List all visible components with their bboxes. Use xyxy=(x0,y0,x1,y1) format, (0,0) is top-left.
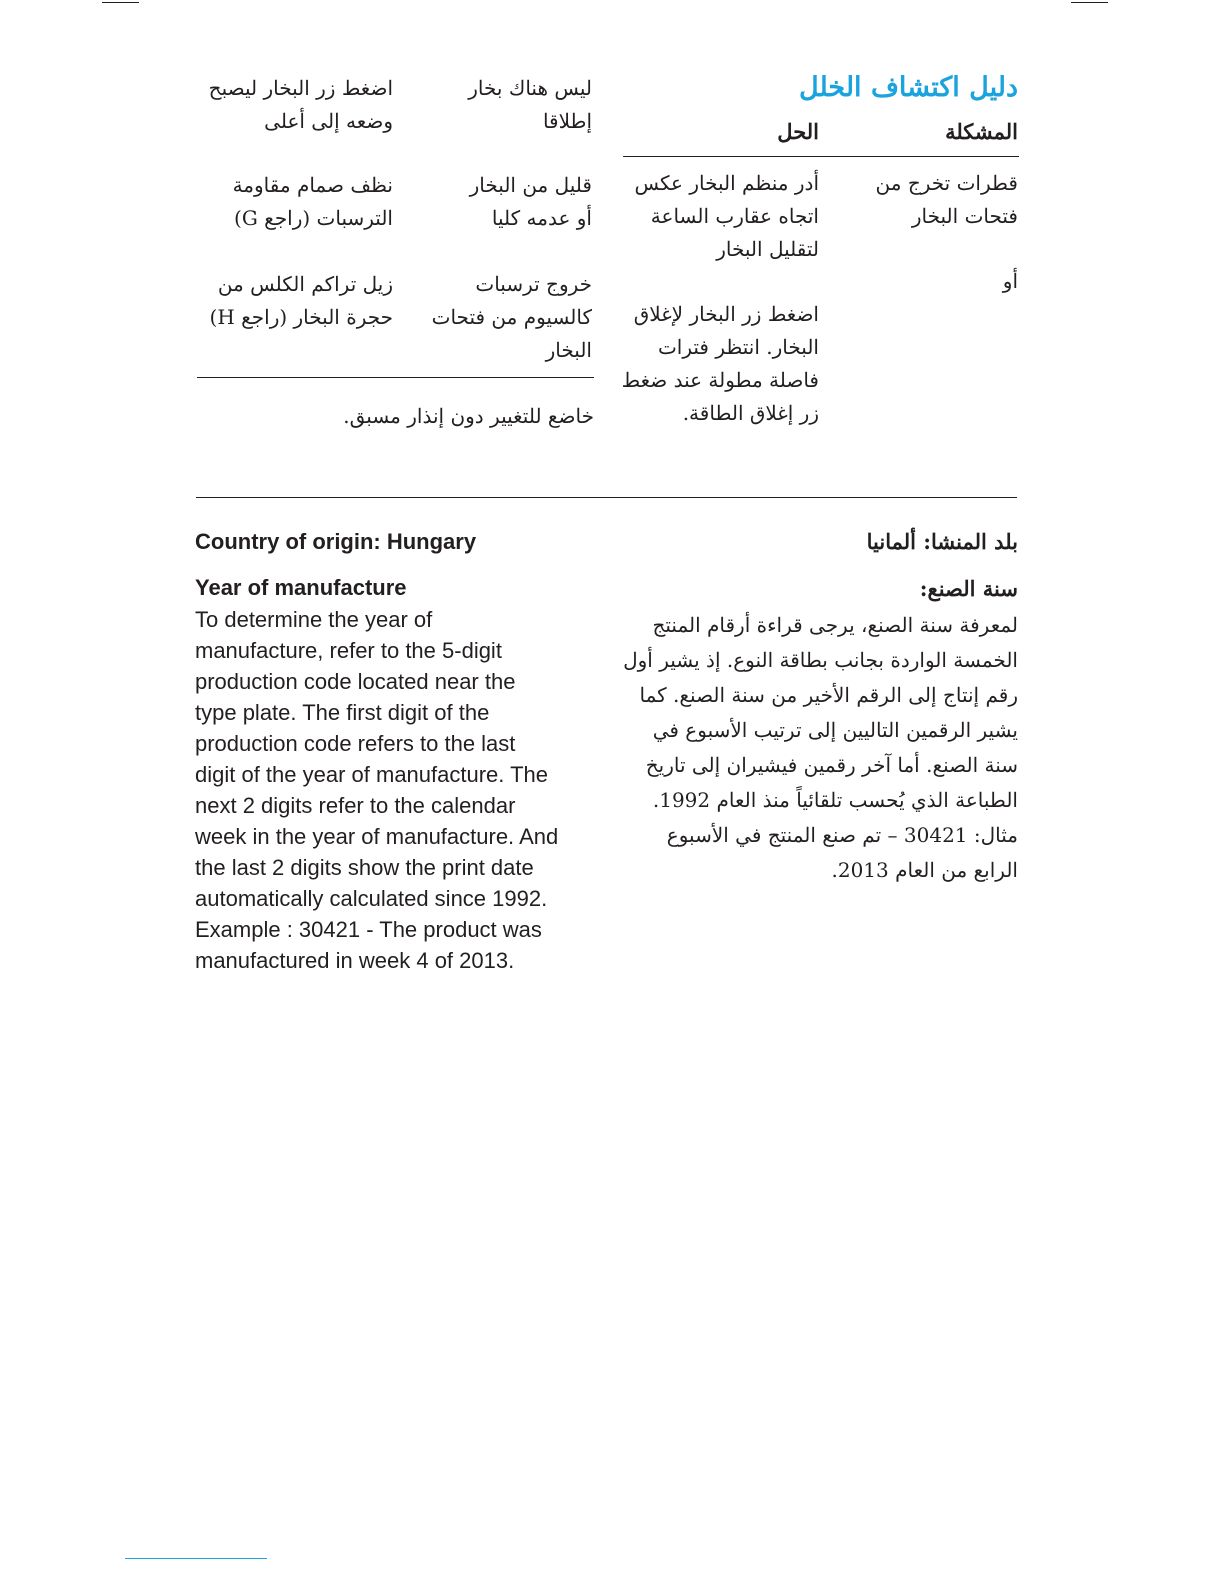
year-of-manufacture-body-ar: لمعرفة سنة الصنع، يرجى قراءة أرقام المنتج الخمسة الواردة بجانب بطاقة النوع. إذ يشير أول رقم إنتاج إلى الرقم الأخير من سنة الصنع. كما يشير الرقمين التاليين إلى ترتيب الأسبوع في سنة الصنع. أما آخر رقمين فيشيران إلى تاريخ الطباعة الذي يُحسب تلقائياً منذ العام 1992. مثال: 30421 – تم صنع المنتج في الأسبوع الرابع من العام 2013. xyxy=(623,613,1018,882)
problem-cell: ليس هناك بخار إطلاقا xyxy=(468,76,592,133)
problem-cell: خروج ترسبات كالسيوم من فتحات البخار xyxy=(431,272,592,362)
crop-mark-right xyxy=(1071,2,1108,3)
section-divider xyxy=(196,497,1017,498)
footer-accent-line xyxy=(125,1558,267,1559)
column-header-problem: المشكلة xyxy=(945,119,1018,144)
disclaimer-note: خاضع للتغيير دون إنذار مسبق. xyxy=(343,404,594,428)
troubleshooting-title: دليل اكتشاف الخلل xyxy=(799,72,1018,103)
year-of-manufacture-body-en: To determine the year of manufacture, refer to the 5-digit production code located near the type plate. The first digit of the production code refers to the last digit of the year of manufacture. The next 2 digits refer to the calendar week in the year of manufacture. And the last 2 digits show the print date automatically calculated since 1992. Example : 30421 - The product was manufactured in week 4 of 2013. xyxy=(195,607,559,973)
solution-cell: اضغط زر البخار لإغلاق البخار. انتظر فترات فاصلة مطولة عند ضغط زر إغلاق الطاقة. xyxy=(621,302,819,425)
country-of-origin-en: Country of origin: Hungary xyxy=(195,529,477,554)
year-of-manufacture-heading-ar: سنة الصنع: xyxy=(919,576,1018,601)
year-of-manufacture-heading-en: Year of manufacture xyxy=(195,575,407,600)
problem-cell: قطرات تخرج من فتحات البخار xyxy=(875,171,1018,228)
column-header-solution: الحل xyxy=(777,119,819,144)
problem-cell: أو xyxy=(1002,269,1018,293)
solution-cell: نظف صمام مقاومة الترسبات (راجع G) xyxy=(232,173,393,230)
solution-cell: اضغط زر البخار ليصبح وضعه إلى أعلى xyxy=(208,76,393,133)
problem-cell: قليل من البخار أو عدمه كليا xyxy=(469,173,592,230)
table-bottom-divider xyxy=(197,377,594,378)
solution-cell: زيل تراكم الكلس من حجرة البخار (راجع H) xyxy=(209,272,393,329)
table-header-divider xyxy=(623,156,1019,157)
country-of-origin-ar: بلد المنشا: ألمانيا xyxy=(866,529,1018,554)
solution-cell: أدر منظم البخار عكس اتجاه عقارب الساعة لتقليل البخار xyxy=(634,171,819,261)
crop-mark-left xyxy=(102,2,139,3)
